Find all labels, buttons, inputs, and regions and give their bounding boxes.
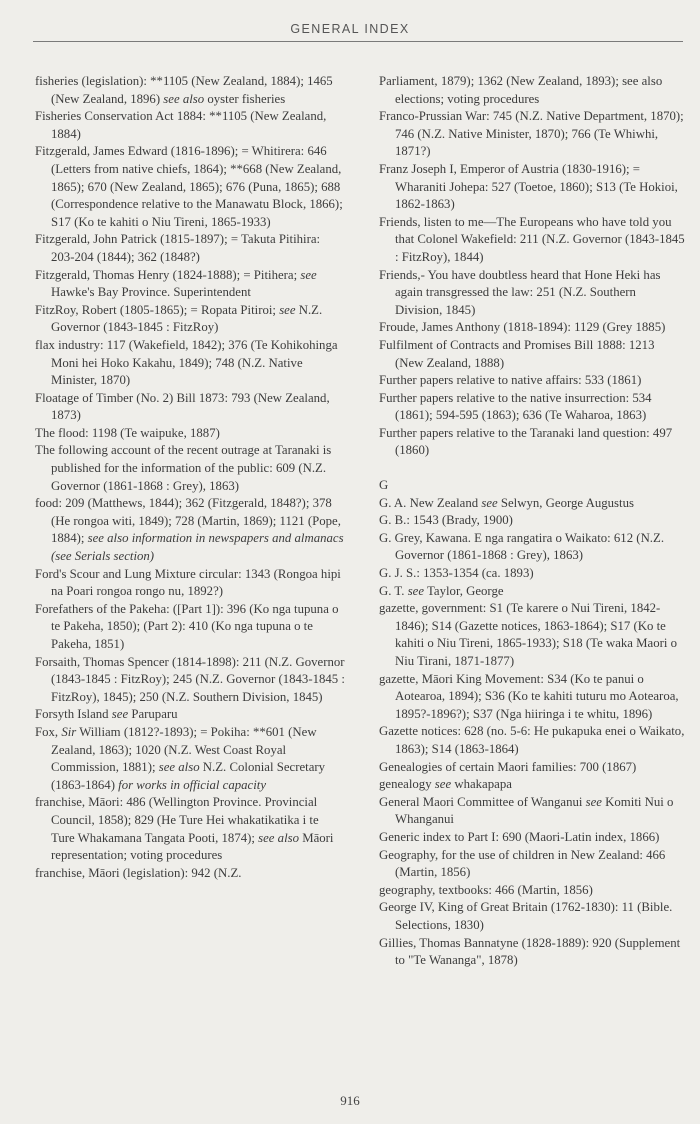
index-entry [35, 425, 345, 443]
index-entry [379, 267, 685, 320]
index-entry [35, 601, 345, 654]
index-entry-text: Franz Joseph I, Emperor of Austria (1830-1916); = Wharaniti Johepa: 527 (Toetoe, 1860); S13 (Te Hokioi, 1862-1863) [379, 161, 678, 212]
index-entry-text: Forsaith, Thomas Spencer (1814-1898): 211 (N.Z. Governor (1843-1845 : FitzRoy); 245 (N.Z. Governor (1843-1845 : FitzRoy), 1845); 250 (N.Z. Southern Division, 1845) [35, 654, 345, 704]
index-entry [35, 865, 345, 883]
index-entry-text: Fox, [35, 724, 62, 739]
index-entry-italic-text: see also information in newspapers and almanacs (see Serials section) [51, 531, 344, 564]
index-entry [35, 73, 345, 108]
index-entry-text: Friends,- You have doubtless heard that Hone Heki has again transgressed the law: 251 (N.Z. Southern Division, 1845) [379, 267, 661, 317]
index-entry-italic-text: see also [163, 91, 205, 106]
index-entry [35, 143, 345, 231]
index-entry-italic-text: see [279, 302, 296, 317]
index-entry [35, 724, 345, 794]
index-entry [379, 108, 685, 161]
index-entry [379, 214, 685, 267]
index-entry-text: Forsyth Island [35, 707, 112, 722]
index-entry-text: N.Z. Governor (1843-1845 : FitzRoy) [51, 302, 323, 335]
index-entry-text: Gillies, Thomas Bannatyne (1828-1889): 920 (Supplement to "Te Wananga", 1878) [379, 935, 681, 968]
index-entry [379, 759, 685, 777]
index-entry-text: Māori representation; voting procedures [51, 830, 334, 863]
index-entry-text: G. J. S.: 1353-1354 (ca. 1893) [379, 566, 534, 581]
index-entry-text: Friends, listen to me—The Europeans who have told you that Colonel Wakefield: 211 (N.Z. Governor (1843-1845 : FitzRoy), 1844) [379, 214, 685, 264]
index-entry-text: food: 209 (Matthews, 1844); 362 (Fitzgerald, 1848?); 378 (He rongoa witi, 1849); 728 (Martin, 1869); 1121 (Pope, 1884); [35, 496, 341, 546]
index-entry-text: Taylor, George [424, 583, 504, 598]
index-entry [379, 935, 685, 970]
index-entry-italic-text: for works in official capacity [118, 777, 267, 792]
index-entry-text: flax industry: 117 (Wakefield, 1842); 376 (Te Kohikohinga Moni hei Hoko Kakahu, 1849); 748 (N.Z. Native Minister, 1870) [35, 337, 338, 388]
index-entry-text: Parliament, 1879); 1362 (New Zealand, 1893); see also elections; voting procedures [379, 74, 663, 106]
index-entry-text: Generic index to Part I: 690 (Maori-Latin index, 1866) [379, 829, 660, 844]
index-entry-text: The following account of the recent outrage at Taranaki is published for the information of the public: 609 (N.Z. Governor (1861-1868 : Grey), 1863) [35, 443, 332, 493]
index-entry-text: gazette, Māori King Movement: S34 (Ko te panui o Aotearoa, 1894); S36 (Ko te kahiti tuturu mo Aotearoa, 1895?-1896?); S37 (Nga hiiringa i te whitu, 1896) [379, 671, 679, 721]
index-entry [35, 654, 345, 707]
index-entry-text: geography, textbooks: 466 (Martin, 1856) [379, 882, 593, 897]
index-entry-text: Komiti Nui o Whanganui [395, 794, 674, 827]
index-entry-text: G. T. [379, 583, 408, 598]
index-entry-text: genealogy [379, 777, 435, 792]
index-entry [379, 530, 685, 565]
index-entry-italic-text: see [407, 583, 425, 598]
index-entry-text: oyster fisheries [204, 91, 286, 106]
index-entry [379, 882, 685, 900]
index-entry-italic-text: see [300, 267, 317, 282]
index-entry-text: Hawke's Bay Province. Superintendent [51, 285, 251, 300]
index-entry [35, 337, 345, 390]
index-entry-italic-text: Sir [61, 724, 77, 739]
index-entry-italic-text: see [111, 707, 129, 722]
index-entry-text: Paruparu [128, 707, 178, 722]
index-entry [379, 337, 685, 372]
index-entry-text: Genealogies of certain Maori families: 700 (1867) [379, 759, 637, 774]
index-entry [35, 302, 345, 337]
index-entry-italic-text: see [585, 794, 602, 809]
g-entries [379, 495, 685, 970]
index-entry-text: Gazette notices: 628 (no. 5-6: He pukapuka enei o Waikato, 1863); S14 (1863-1864) [379, 724, 685, 756]
index-entry-text: Fisheries Conservation Act 1884: **1105 (New Zealand, 1884) [35, 109, 327, 141]
index-entry [35, 495, 345, 565]
header-rule [33, 41, 683, 42]
index-entry-text: G. B.: 1543 (Brady, 1900) [379, 513, 513, 528]
index-entry-text: Forefathers of the Pakeha: ([Part 1]): 396 (Ko nga tupuna o te Pakeha, 1850); (Part 2): 410 (Ko nga tupuna o te Pakeha, 1851) [35, 601, 339, 651]
index-entry [379, 899, 685, 934]
index-entry [379, 372, 685, 390]
index-entry [379, 390, 685, 425]
index-entry [379, 671, 685, 724]
index-entry-italic-text: see also [158, 760, 200, 775]
index-entry-text: The flood: 1198 (Te waipuke, 1887) [35, 425, 220, 440]
index-entry-text: franchise, Māori (legislation): 942 (N.Z. [35, 865, 242, 880]
index-entry-text: George IV, King of Great Britain (1762-1830): 11 (Bible. Selections, 1830) [379, 900, 673, 932]
left-index-column [35, 73, 345, 882]
index-entry [35, 794, 345, 864]
index-entry [379, 600, 685, 670]
index-entry [379, 565, 685, 583]
index-entry-text: Selwyn, George Augustus [497, 495, 634, 510]
index-entry-text: Further papers relative to the Taranaki land question: 497 (1860) [379, 425, 673, 458]
index-entry [379, 829, 685, 847]
index-entry-text: Froude, James Anthony (1818-1894): 1129 (Grey 1885) [379, 320, 666, 335]
index-entry-text: Franco-Prussian War: 745 (N.Z. Native Department, 1870); 746 (N.Z. Native Minister, 1870); 766 (Te Whiwhi, 1871?) [379, 109, 684, 159]
index-entry [379, 319, 685, 337]
index-entry-text: General Maori Committee of Wanganui [379, 794, 586, 809]
running-header: GENERAL INDEX [290, 22, 410, 36]
index-entry-text: Ford's Scour and Lung Mixture circular: 1343 (Rongoa hipi na Poari rongoa rongo nu, 1892?) [35, 566, 341, 599]
index-entry-italic-text: see [434, 777, 452, 792]
index-entry [379, 512, 685, 530]
index-entry [379, 847, 685, 882]
index-entry [35, 566, 345, 601]
index-entry [379, 794, 685, 829]
index-entry-text: Fitzgerald, James Edward (1816-1896); = Whitirera: 646 (Letters from native chiefs, 1864); **668 (New Zealand, 1865); 670 (New Zealand, 1865); 676 (Puna, 1865); 688 (Correspondence relative to the Manawatu Block, 1866); S17 (Ko te kahiti o Niu Tireni, 1865-1933) [35, 144, 343, 229]
section-letter-g: G [379, 478, 389, 493]
index-entry [379, 723, 685, 758]
index-entry-text: Further papers relative to native affairs: 533 (1861) [379, 373, 642, 388]
index-entry-text: Fitzgerald, John Patrick (1815-1897); = Takuta Pitihira: 203-204 (1844); 362 (1848?) [35, 232, 321, 264]
index-entry-text: Fulfilment of Contracts and Promises Bill 1888: 1213 (New Zealand, 1888) [379, 337, 655, 370]
index-entry [35, 108, 345, 143]
index-entry-text: franchise, Māori: 486 (Wellington Province. Provincial Council, 1858); 829 (He Ture Hei whakatikatika i te Ture Whakamana Tangata Pooti, 1874); [35, 795, 319, 845]
index-entry-text: William (1812?-1893); = Pokiha: **601 (New Zealand, 1863); 1020 (N.Z. West Coast Royal Commission, 1881); [51, 724, 317, 775]
index-entry [35, 267, 345, 302]
index-entry [379, 776, 685, 794]
index-entry [35, 442, 345, 495]
index-entry [379, 425, 685, 460]
index-entry-text: G. A. New Zealand [379, 495, 482, 510]
index-entry [379, 583, 685, 601]
index-entry [379, 73, 685, 108]
index-entry-text: Fitzgerald, Thomas Henry (1824-1888); = Pitihera; [35, 267, 301, 282]
index-entry [35, 390, 345, 425]
index-entry-text: Geography, for the use of children in New Zealand: 466 (Martin, 1856) [379, 847, 666, 880]
f-entries [379, 73, 685, 460]
index-entry-italic-text: see [481, 495, 498, 510]
index-entry [379, 495, 685, 513]
index-entry-text: FitzRoy, Robert (1805-1865); = Ropata Pitiroi; [35, 302, 280, 317]
index-entry-italic-text: see also [258, 830, 300, 845]
index-entry [35, 231, 345, 266]
index-entry [35, 706, 345, 724]
index-entry-text: fisheries (legislation): **1105 (New Zealand, 1884); 1465 (New Zealand, 1896) [35, 74, 333, 106]
index-entry-text: whakapapa [451, 777, 512, 792]
index-entry-text: N.Z. Colonial Secretary (1863-1864) [51, 760, 326, 792]
index-entry-text: Floatage of Timber (No. 2) Bill 1873: 793 (New Zealand, 1873) [35, 390, 330, 423]
index-entry-text: G. Grey, Kawana. E nga rangatira o Waikato: 612 (N.Z. Governor (1861-1868 : Grey), 1863) [379, 530, 665, 563]
index-entry [379, 161, 685, 214]
index-entry-text: gazette, government: S1 (Te karere o Nui Tireni, 1842-1846); S14 (Gazette notices, 1863-1864); S17 (Ko te kahiti o Niu Tireni, 1865-1933); S18 (Te waka Maori o Niu Tirani, 1871-1877) [379, 601, 678, 668]
right-index-column [379, 73, 685, 970]
page-number: 916 [340, 1093, 360, 1108]
index-entry-text: Further papers relative to the native insurrection: 534 (1861); 594-595 (1863); 636 (Te Waharoa, 1863) [379, 390, 652, 423]
